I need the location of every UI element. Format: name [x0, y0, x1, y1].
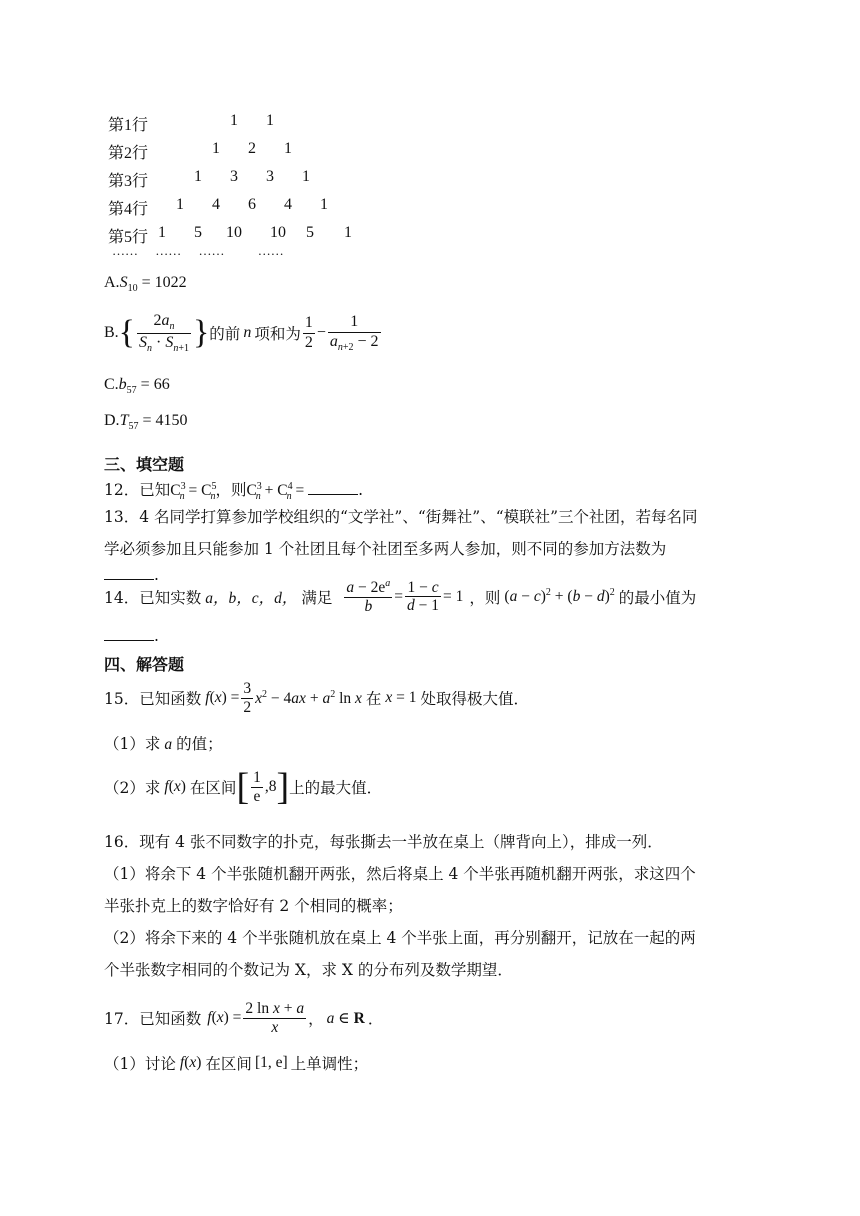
text: =	[291, 482, 309, 499]
text-line: 13．4 名同学打算参加学校组织的“文学社”、“街舞社”、“模联社”三个社团，若每名同	[104, 508, 698, 526]
question-15: 15． 已知函数 f(x) = $\frac{3}{2}$ $x^2 - 4ax + a^2$ ln x 在 x = 1 处取得极大值．	[104, 680, 530, 716]
triangle-num: 10	[226, 224, 242, 241]
math-symbol: n	[243, 324, 252, 342]
triangle-num: 1	[284, 140, 292, 157]
triangle-num: 1	[158, 224, 166, 241]
triangle-num: 1	[320, 196, 328, 213]
option-value: = 4150	[138, 412, 188, 429]
text: 在区间	[205, 1055, 252, 1073]
dots: ……	[155, 243, 182, 258]
math-symbol: S	[119, 274, 128, 291]
math-vars: a，b，c，d，	[205, 589, 298, 607]
question-17-part-1: （1）讨论 f(x) 在区间 [1, e] 上单调性；	[104, 1054, 369, 1073]
text: ，	[308, 1010, 324, 1029]
math-symbol: b	[118, 376, 127, 393]
text-line: 16．现有 4 张不同数字的扑克，每张撕去一半放在桌上（牌背向上），排成一列．	[104, 833, 663, 851]
question-16	[104, 828, 696, 985]
triangle-num: 1	[266, 112, 274, 129]
text: 已知函数	[139, 690, 202, 709]
text: ．	[367, 1010, 384, 1029]
row-label: 第5行	[108, 229, 149, 246]
dots: ……	[198, 243, 225, 258]
text-line: 半张扑克上的数字恰好有 2 个相同的概率；	[104, 897, 403, 915]
triangle-num: 1	[344, 224, 352, 241]
question-number: 14．	[104, 588, 140, 607]
fraction-2an-over-SnSn1: $\frac{2a_n}{S_n \cdot S_{n+1}}$	[139, 312, 189, 354]
row-label: 第1行	[108, 117, 149, 134]
option-label: C.	[104, 376, 119, 393]
fraction-1-e: $\frac{1}{e}$	[253, 768, 261, 805]
triangle-row-2	[108, 140, 292, 163]
triangle-num: 4	[212, 196, 220, 213]
fraction-3-2: $\frac{3}{2}$	[243, 680, 252, 716]
dots: ……	[112, 243, 138, 258]
text: 在	[365, 690, 382, 709]
triangle-dots	[112, 243, 284, 259]
answer-blank[interactable]	[308, 480, 358, 495]
triangle-row-4	[108, 196, 328, 219]
triangle-num: 1	[302, 168, 310, 185]
fraction-1-c-over-d-1: $\frac{1 - c}{d - 1}$	[407, 578, 440, 615]
row-label: 第4行	[108, 201, 149, 218]
text: （1）讨论	[104, 1055, 176, 1073]
question-number: 12．	[104, 481, 140, 499]
option-d	[104, 412, 188, 432]
row-label: 第3行	[108, 173, 149, 190]
subscript: 57	[126, 385, 137, 397]
text: 项和为	[254, 325, 301, 344]
option-value: = 66	[136, 376, 170, 393]
triangle-num: 5	[194, 224, 202, 241]
text: 的前	[209, 325, 241, 344]
fraction-1-over-a: $\frac{1}{a_{n+2} - 2}$	[329, 313, 379, 353]
triangle-num: 10	[270, 224, 286, 241]
question-15-part-1: （1）求 a 的值；	[104, 735, 223, 753]
row-label: 第2行	[108, 145, 149, 162]
text: 的最小值为	[618, 588, 697, 607]
text: （1）求	[104, 735, 161, 753]
question-14-blank: .	[104, 626, 159, 645]
text: 已知	[139, 481, 171, 499]
dots: ……	[257, 243, 284, 258]
subscript: 10	[127, 283, 138, 295]
text-line: （1）将余下 4 个半张随机翻开两张，然后将桌上 4 个半张再随机翻开两张，求这四个	[104, 865, 696, 883]
text-line: 学必须参加且只能参加 1 个社团且每个社团至多两人参加，则不同的参加方法数为	[104, 540, 667, 558]
text: 已知函数	[139, 1010, 202, 1029]
text: （2）求	[104, 779, 161, 797]
triangle-row-3	[108, 168, 310, 191]
fraction-a-2ea-over-b: $\frac{a - 2e^a}{b}$	[346, 578, 391, 615]
section-title-fill-in: 三、填空题	[104, 455, 185, 474]
text-line: 个半张数字相同的个数记为 X，求 X 的分布列及数学期望．	[104, 961, 513, 979]
triangle-num: 3	[230, 168, 238, 185]
text: 上单调性；	[290, 1055, 369, 1073]
question-number: 15．	[104, 690, 140, 709]
text: 已知实数	[139, 588, 202, 607]
triangle-row-1	[108, 112, 274, 135]
option-a	[104, 274, 187, 294]
fraction-half: $\frac{1}{2}$	[304, 314, 313, 351]
question-14: 14． 已知实数 a，b，c，d， 满足 $\frac{a - 2e^a}{b}$ = $\frac{1 - c}{d - 1}$ = 1 ，则 $(a - c)^2 + (b - d)^2$ 的最小值为	[104, 578, 697, 615]
fraction-2lnx-a-over-x: $\frac{\text{2 ln x + a}}{x}$	[245, 1000, 305, 1036]
text: 在区间	[189, 779, 237, 797]
option-c	[104, 376, 170, 396]
text-line: （2）将余下来的 4 个半张随机放在桌上 4 个半张上面，再分别翻开，记放在一起的两	[104, 929, 696, 947]
section-title-solve: 四、解答题	[104, 655, 185, 674]
option-label: A.	[104, 274, 120, 291]
text: 上的最大值．	[289, 779, 383, 797]
triangle-num: 3	[266, 168, 274, 185]
question-12: 12．已知$C^3_n = C^5_n$，则$C^3_n + C^4_n$ = .	[104, 480, 364, 503]
math-symbol: T	[119, 412, 129, 429]
option-label: D.	[104, 412, 120, 429]
text: ，则	[215, 481, 247, 499]
option-label: B.	[104, 324, 119, 342]
answer-blank[interactable]	[104, 626, 154, 641]
text: 处取得极大值．	[420, 690, 530, 709]
triangle-num: 1	[194, 168, 202, 185]
text: ，则	[469, 588, 501, 607]
triangle-num: 6	[248, 196, 256, 213]
subscript: 57	[128, 421, 139, 433]
option-b: B. { $\frac{2a_n}{S_n \cdot S_{n+1}}$ } 的前 n 项和为 $\frac{1}{2}$ − $\frac{1}{a_{n+2} - 2}$	[104, 312, 379, 354]
option-value: = 1022	[137, 274, 187, 291]
question-number: 17．	[104, 1010, 140, 1029]
triangle-num: 2	[248, 140, 256, 157]
triangle-num: 1	[176, 196, 184, 213]
question-15-part-2: （2）求 f(x) 在区间 [ $\frac{1}{e}$ ,8 ] 上的最大值．	[104, 766, 383, 808]
text: 满足	[301, 588, 333, 607]
triangle-num: 5	[306, 224, 314, 241]
question-13: 13．4 名同学打算参加学校组织的“文学社”、“街舞社”、“模联社”三个社团，若每名同 学必须参加且只能参加 1 个社团且每个社团至多两人参加，则不同的参加方法数为 .	[104, 505, 698, 584]
triangle-num: 1	[212, 140, 220, 157]
text: 的值；	[176, 735, 223, 753]
triangle-num: 1	[230, 112, 238, 129]
triangle-num: 4	[284, 196, 292, 213]
question-17: 17． 已知函数 f(x) = $\frac{\text{2 ln x + a}}{x}$ ， a ∈ R ．	[104, 1000, 384, 1036]
